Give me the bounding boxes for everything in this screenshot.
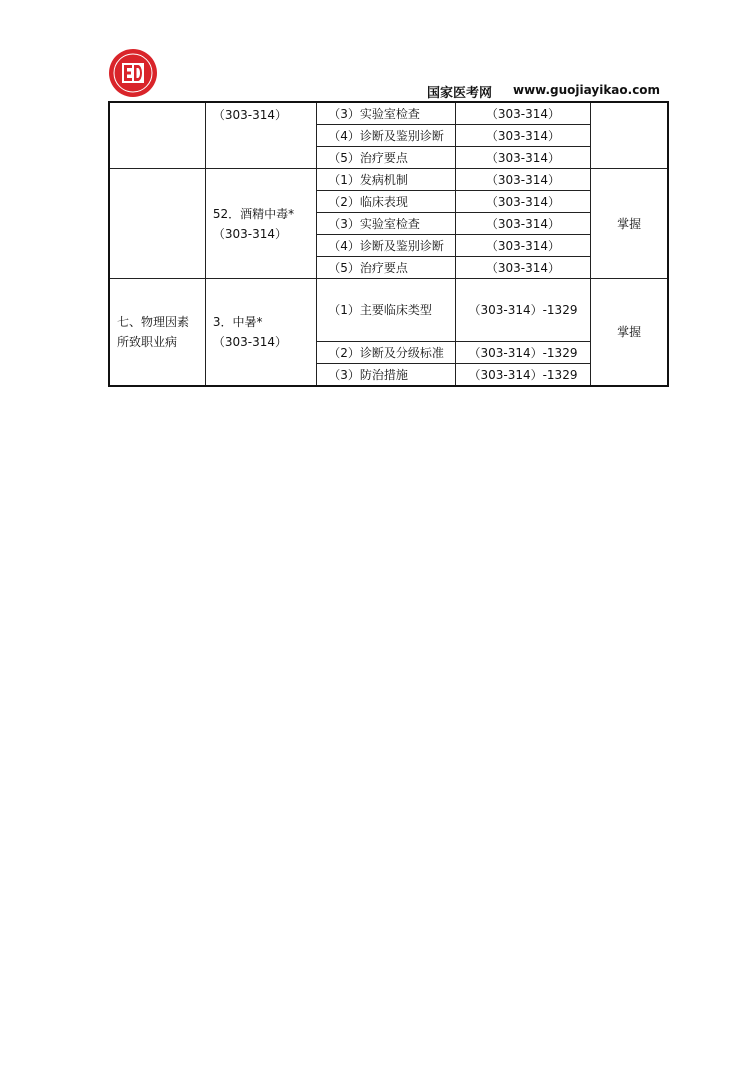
level-cell: 掌握 <box>591 279 668 387</box>
ref-cell: （303-314）-1329 <box>455 364 590 387</box>
table-row <box>109 169 668 191</box>
item-cell: （3）实验室检查 <box>317 213 455 235</box>
table-row <box>109 102 668 125</box>
item-cell: （4）诊断及鉴别诊断 <box>317 235 455 257</box>
site-name: 国家医考网 <box>427 86 493 101</box>
topic-cell <box>205 279 316 387</box>
item-cell: （5）治疗要点 <box>317 257 455 279</box>
item-cell: （4）诊断及鉴别诊断 <box>317 125 455 147</box>
ref-cell: （303-314） <box>455 257 590 279</box>
ref-cell: （303-314） <box>455 213 590 235</box>
level-cell: 掌握 <box>591 169 668 279</box>
level-cell-empty <box>591 102 668 169</box>
item-cell: （1）主要临床类型 <box>317 279 455 342</box>
item-cell: （2）临床表现 <box>317 191 455 213</box>
category-line-1: 七、物理因素 <box>117 315 190 329</box>
item-cell: （3）防治措施 <box>317 364 455 387</box>
item-cell: （1）发病机制 <box>317 169 455 191</box>
ref-cell: （303-314） <box>455 191 590 213</box>
ref-cell: （303-314） <box>455 169 590 191</box>
item-cell: （3）实验室检查 <box>317 102 455 125</box>
topic-ref: （303-314） <box>212 108 287 122</box>
ref-cell: （303-314）-1329 <box>455 279 590 342</box>
topic-cell <box>205 102 316 169</box>
ref-cell: （303-314） <box>455 147 590 169</box>
ref-cell: （303-314） <box>455 235 590 257</box>
table-row <box>109 279 668 342</box>
ref-cell: （303-314） <box>455 102 590 125</box>
topic-title: 3．中暑* <box>212 315 263 329</box>
item-cell: （5）治疗要点 <box>317 147 455 169</box>
ref-cell: （303-314） <box>455 125 590 147</box>
syllabus-table <box>108 101 669 387</box>
topic-title: 52．酒精中毒* <box>212 206 295 221</box>
category-line-2: 所致职业病 <box>117 335 178 349</box>
category-cell <box>109 279 205 387</box>
item-cell: （2）诊断及分级标准 <box>317 342 455 364</box>
site-logo-icon <box>108 48 158 98</box>
category-cell-empty <box>109 102 205 169</box>
site-url[interactable]: www.guojiayikao.com <box>513 83 661 97</box>
topic-ref: （303-314） <box>212 226 287 241</box>
topic-ref: （303-314） <box>212 335 287 349</box>
category-cell-empty <box>109 169 205 279</box>
topic-cell <box>205 169 316 279</box>
ref-cell: （303-314）-1329 <box>455 342 590 364</box>
